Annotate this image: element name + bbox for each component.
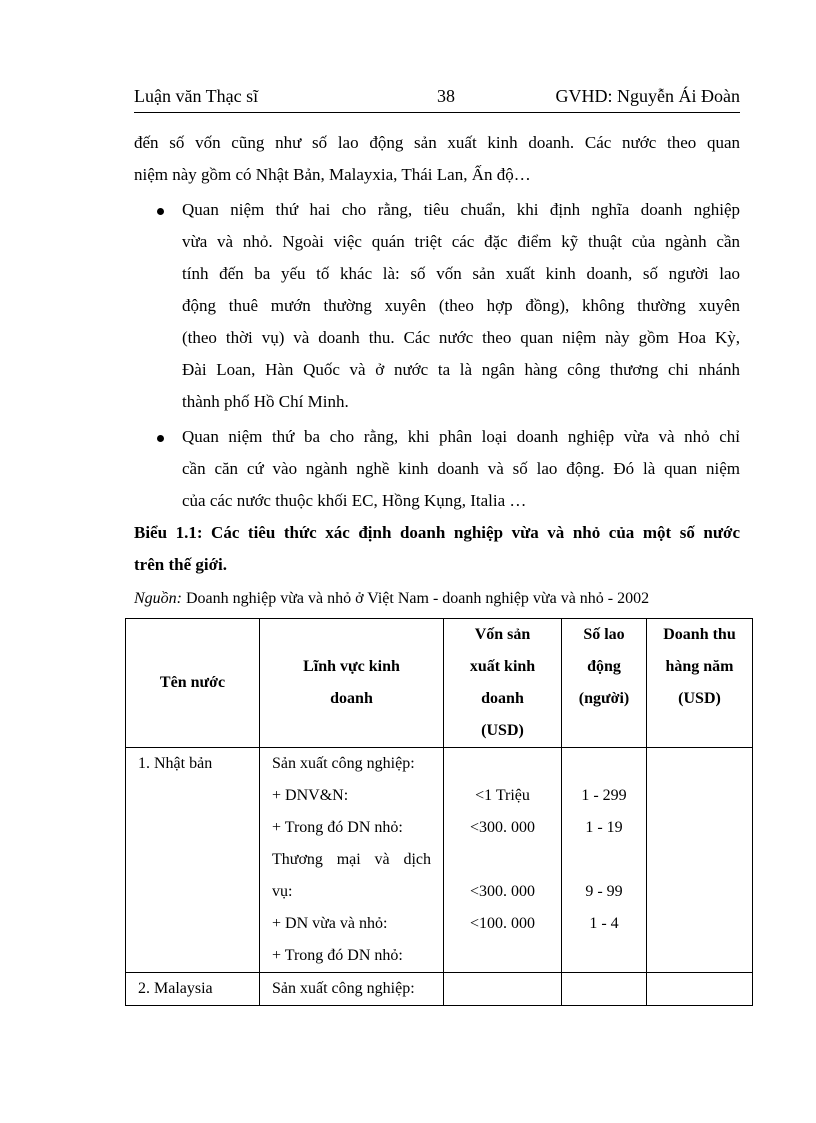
cell-sector: Sản xuất công nghiệp: + DNV&N: + Trong đó DN nhỏ: Thương mại và dịch vụ: + DN vừa và nhỏ: + Trong đó DN nhỏ:	[260, 748, 444, 973]
source-label: Nguồn:	[134, 590, 182, 607]
table-header-row	[126, 619, 753, 748]
bullet-line: tính đến ba yếu tố khác là: số vốn sản xuất kinh doanh, số người lao	[182, 264, 740, 283]
header-country: Tên nước	[126, 619, 260, 748]
cell-labor: 1 - 299 1 - 19 9 - 99 1 - 4	[562, 748, 647, 973]
cell-country: 1. Nhật bản	[126, 748, 260, 973]
bullet-icon	[157, 208, 164, 215]
source-text: Doanh nghiệp vừa và nhỏ ở Việt Nam - doanh nghiệp vừa và nhỏ - 2002	[182, 590, 650, 607]
header-revenue: Doanh thu hàng năm (USD)	[647, 619, 753, 748]
table-source	[134, 590, 649, 608]
cell-labor	[562, 973, 647, 1006]
bullet-line: thành phố Hồ Chí Minh.	[182, 392, 349, 411]
cell-capital: <1 Triệu <300. 000 <300. 000 <100. 000	[444, 748, 562, 973]
bullet-line: cần căn cứ vào ngành nghề kinh doanh và số lao động. Đó là quan niệm	[182, 459, 740, 478]
header-title: Luận văn Thạc sĩ	[134, 86, 259, 106]
bullet-line: động thuê mướn thường xuyên (theo hợp đồng), không thường xuyên	[182, 296, 740, 315]
cell-revenue	[647, 748, 753, 973]
cell-capital	[444, 973, 562, 1006]
bullet-line: vừa và nhỏ. Ngoài việc quán triệt các đặc điểm kỹ thuật của ngành cần	[182, 232, 740, 251]
header-sector: Lĩnh vực kinh doanh	[260, 619, 444, 748]
header-advisor: GVHD: Nguyễn Ái Đoàn	[555, 86, 740, 106]
page-header	[134, 82, 740, 113]
bullet-icon	[157, 435, 164, 442]
table-caption-cont: trên thế giới.	[134, 555, 227, 574]
header-labor: Số lao động (người)	[562, 619, 647, 748]
cell-revenue	[647, 973, 753, 1006]
criteria-table	[125, 618, 753, 1006]
bullet-line: của các nước thuộc khối EC, Hồng Kụng, Italia …	[182, 491, 527, 510]
bullet-line: Quan niệm thứ ba cho rằng, khi phân loại doanh nghiệp vừa và nhỏ chỉ	[182, 427, 740, 446]
bullet-line: (theo thời vụ) và doanh thu. Các nước theo quan niệm này gồm Hoa Kỳ,	[182, 328, 740, 347]
page-number: 38	[437, 86, 455, 106]
paragraph-line: đến số vốn cũng như số lao động sản xuất kinh doanh. Các nước theo quan	[134, 133, 740, 152]
paragraph-line: niệm này gồm có Nhật Bản, Malayxia, Thái Lan, Ấn độ…	[134, 165, 531, 184]
header-capital: Vốn sản xuất kinh doanh (USD)	[444, 619, 562, 748]
bullet-line: Quan niệm thứ hai cho rằng, tiêu chuẩn, khi định nghĩa doanh nghiệp	[182, 200, 740, 219]
bullet-line: Đài Loan, Hàn Quốc và ở nước ta là ngân hàng công thương chi nhánh	[182, 360, 740, 379]
table-row	[126, 973, 753, 1006]
table-caption: Biểu 1.1: Các tiêu thức xác định doanh nghiệp vừa và nhỏ của một số nước	[134, 523, 740, 542]
table-row	[126, 748, 753, 973]
cell-sector: Sản xuất công nghiệp:	[260, 973, 444, 1006]
cell-country: 2. Malaysia	[126, 973, 260, 1006]
